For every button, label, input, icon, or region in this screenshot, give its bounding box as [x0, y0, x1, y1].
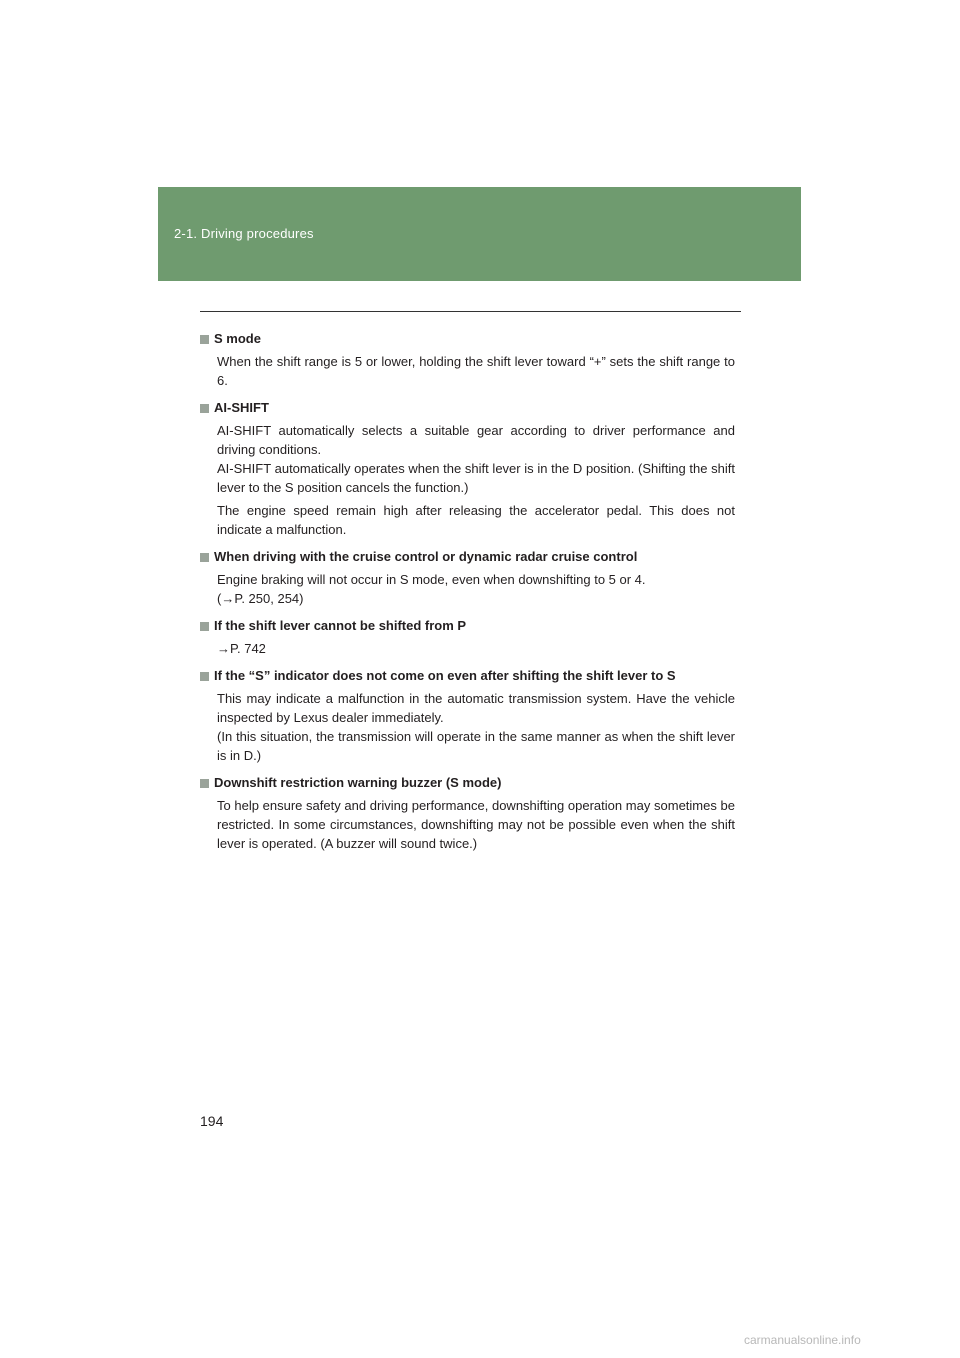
page-reference: →P. 742 — [217, 641, 266, 656]
paragraph: The engine speed remain high after releasing the accelerator pedal. This does not indicate a malfunction. — [217, 503, 735, 537]
section-heading: AI-SHIFT — [200, 399, 735, 417]
section-s-mode — [200, 330, 735, 390]
section-heading: If the “S” indicator does not come on even after shifting the shift lever to S — [200, 667, 735, 685]
content — [200, 330, 735, 862]
section-header-band — [158, 187, 801, 281]
square-bullet-icon — [200, 335, 209, 344]
page-reference: (→P. 250, 254) — [217, 591, 304, 606]
paragraph: To help ensure safety and driving performance, downshifting operation may sometimes be restricted. In some circumstances, downshifting may not be possible even when the shift lever is operated. (A buzzer will sound twice.) — [217, 798, 735, 851]
section-downshift-buzzer — [200, 774, 735, 853]
paragraph: (In this situation, the transmission will operate in the same manner as when the shift lever is in D.) — [217, 729, 735, 763]
section-cruise-control — [200, 548, 735, 608]
section-ai-shift — [200, 399, 735, 539]
section-title: 2-1. Driving procedures — [174, 226, 314, 241]
paragraph: AI-SHIFT automatically selects a suitable gear according to driver performance and driving conditions. — [217, 423, 735, 457]
square-bullet-icon — [200, 622, 209, 631]
section-heading: When driving with the cruise control or dynamic radar cruise control — [200, 548, 735, 566]
square-bullet-icon — [200, 404, 209, 413]
paragraph: AI-SHIFT automatically operates when the shift lever is in the D position. (Shifting the shift lever to the S position cancels the function.) — [217, 461, 735, 495]
section-heading: Downshift restriction warning buzzer (S mode) — [200, 774, 735, 792]
section-heading: If the shift lever cannot be shifted from P — [200, 617, 735, 635]
paragraph: This may indicate a malfunction in the automatic transmission system. Have the vehicle inspected by Lexus dealer immediately. — [217, 691, 735, 725]
square-bullet-icon — [200, 553, 209, 562]
watermark: carmanualsonline.info — [744, 1333, 861, 1347]
square-bullet-icon — [200, 672, 209, 681]
paragraph: When the shift range is 5 or lower, holding the shift lever toward “+” sets the shift range to 6. — [217, 354, 735, 388]
square-bullet-icon — [200, 779, 209, 788]
section-s-indicator — [200, 667, 735, 765]
divider — [200, 311, 741, 312]
section-heading: S mode — [200, 330, 735, 348]
page-number: 194 — [200, 1113, 224, 1129]
section-shift-from-p — [200, 617, 735, 658]
paragraph: Engine braking will not occur in S mode, even when downshifting to 5 or 4. — [217, 572, 646, 587]
